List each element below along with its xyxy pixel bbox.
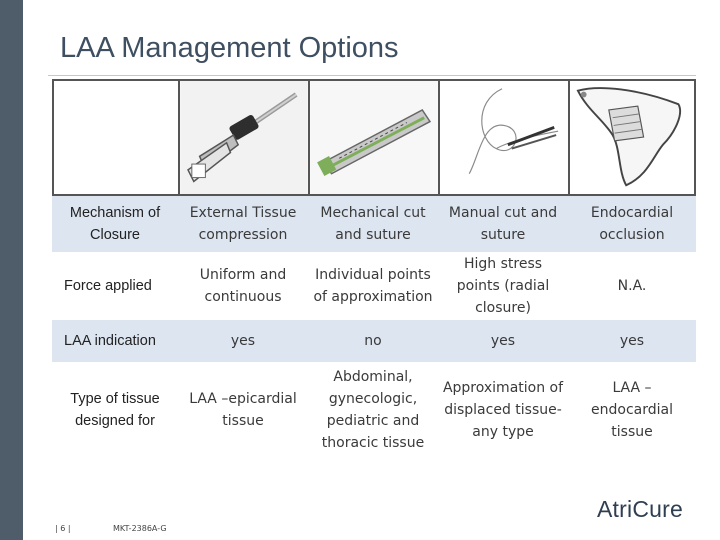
suture-needle-icon [440, 81, 568, 194]
row-label: Type of tissue designed for [70, 391, 160, 429]
table-cell: yes [619, 333, 645, 349]
endocardial-occluder-icon [570, 81, 694, 194]
logo-text-a: Atri [597, 496, 633, 522]
table-cell: Endocardial occlusion [590, 205, 674, 243]
suture-image [438, 79, 570, 196]
table-cell: Uniform and continuous [199, 267, 287, 305]
row-label: LAA indication [64, 333, 156, 349]
table-cell: Approximation of displaced tissue-any type [442, 380, 564, 440]
empty-image [52, 79, 180, 196]
clip-applicator-icon [180, 81, 308, 194]
table-cell: Mechanical cut and suture [320, 205, 426, 243]
table-cell: Manual cut and suture [448, 205, 558, 243]
table-cell: yes [490, 333, 516, 349]
stapler-icon [310, 81, 438, 194]
page-number: | 6 | [55, 524, 71, 533]
clip-applicator-image [178, 79, 310, 196]
device-image-row [52, 79, 696, 196]
document-code: MKT-2386A-G [113, 524, 167, 533]
stapler-image [308, 79, 440, 196]
row-label: Force applied [64, 278, 152, 294]
table-cell: LAA – endocardial tissue [591, 380, 673, 440]
table-cell: no [364, 333, 382, 349]
table-row-tissue-type [52, 362, 696, 458]
table-cell: N.A. [617, 278, 647, 294]
table-row-force [52, 252, 696, 320]
row-label: Mechanism of Closure [69, 205, 161, 243]
atricure-logo [597, 496, 683, 523]
occluder-image [568, 79, 696, 196]
table-cell: yes [230, 333, 256, 349]
table-cell: External Tissue compression [189, 205, 297, 243]
table-cell: High stress points (radial closure) [456, 256, 550, 316]
table-row-indication [52, 320, 696, 362]
table-cell: Individual points of approximation [313, 267, 433, 305]
side-accent-bar [0, 0, 23, 540]
table-cell: LAA –epicardial tissue [189, 391, 297, 429]
table-row-mechanism [52, 196, 696, 252]
slide-title: LAA Management Options [60, 32, 399, 64]
table-cell: Abdominal, gynecologic, pediatric and thoracic tissue [321, 369, 425, 451]
logo-text-b: Cure [632, 496, 683, 522]
title-divider [48, 75, 696, 76]
